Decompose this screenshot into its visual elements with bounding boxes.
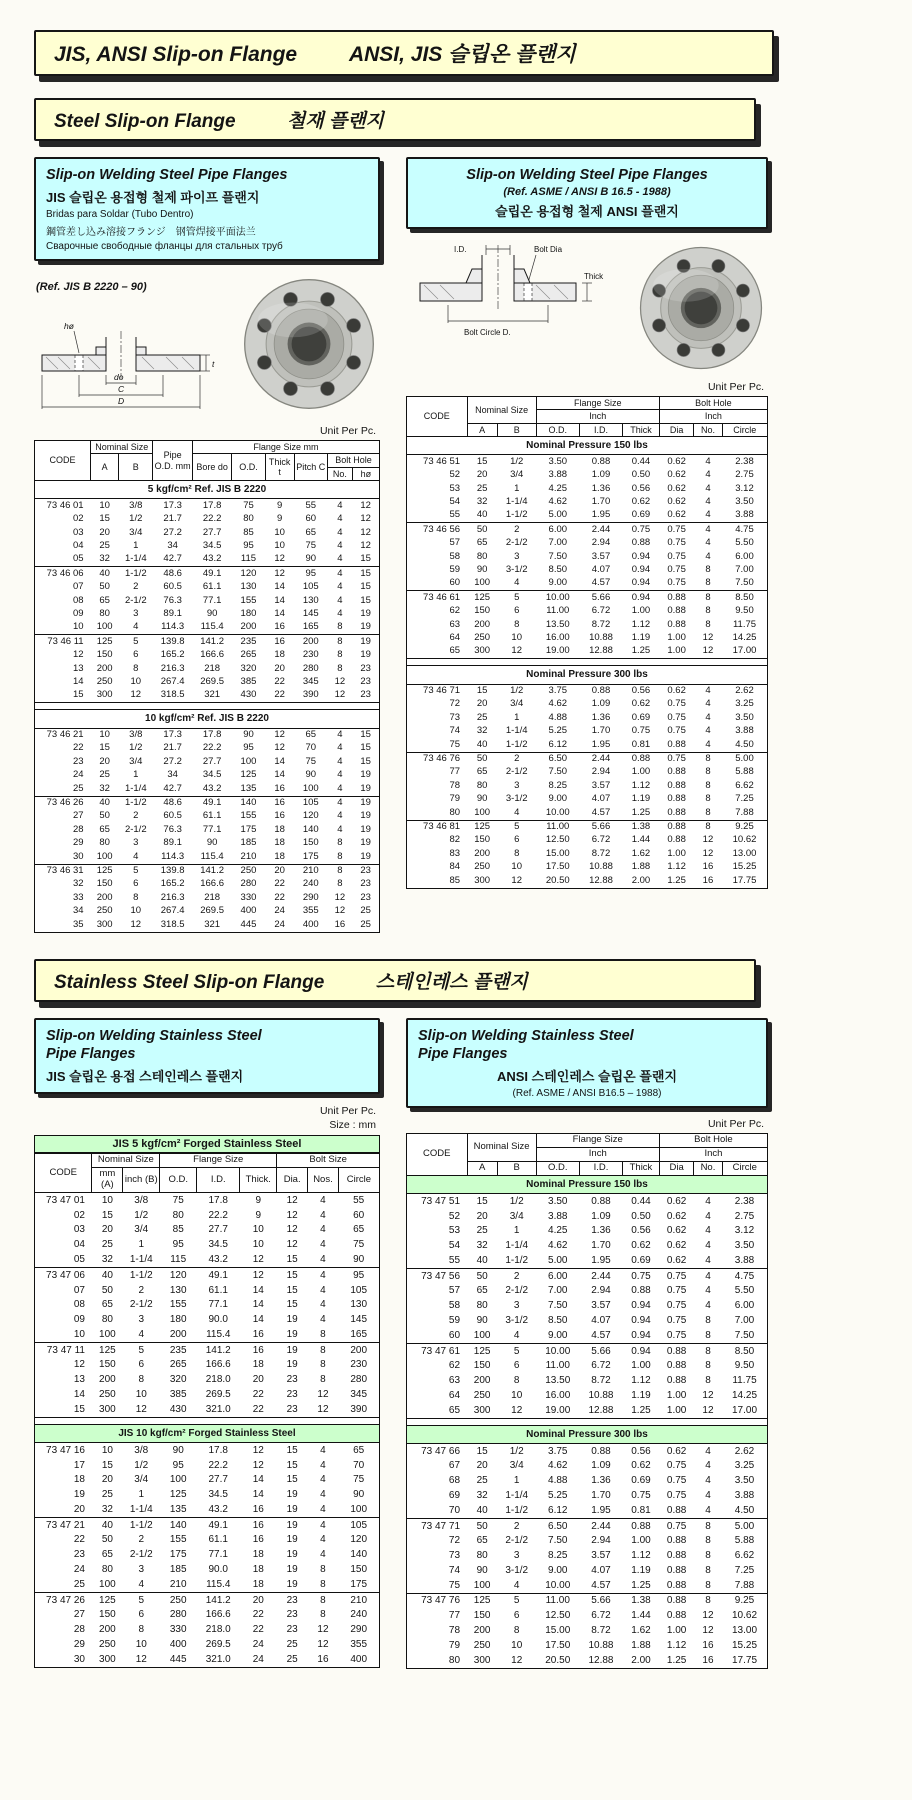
col-header-inch: Inch bbox=[536, 410, 659, 423]
unit-per-pc-label: Unit Per Pc. bbox=[319, 1104, 376, 1117]
col-header-ho: hø bbox=[352, 467, 379, 480]
col-header-code: CODE bbox=[407, 1133, 468, 1175]
col-header-thick: Thick bbox=[623, 1161, 660, 1175]
table-row: 78 200 8 15.00 8.72 1.62 1.00 12 13.00 bbox=[448, 1625, 758, 1636]
col-header-od: O.D. bbox=[536, 1161, 579, 1175]
table-header bbox=[35, 1154, 380, 1193]
table-row: 55 40 1-1/2 5.00 1.95 0.69 0.62 4 3.88 bbox=[449, 509, 754, 521]
table-row: 05 32 1-1/4 115 43.2 12 15 4 90 bbox=[73, 1254, 365, 1265]
table-row: 52 20 3/4 3.88 1.09 0.50 0.62 4 2.75 bbox=[448, 1210, 755, 1222]
infobox-title-line2: Pipe Flanges bbox=[46, 1045, 136, 1062]
table-row: 80 100 4 10.00 4.57 1.25 0.88 8 7.88 bbox=[449, 806, 754, 818]
table-row: 08 65 2-1/2 155 77.1 14 15 4 130 bbox=[73, 1299, 368, 1311]
col-header-bolt-size: Bolt Size bbox=[277, 1154, 380, 1168]
infobox-korean: JIS 슬립온 용접형 철제 파이프 플랜지 bbox=[46, 190, 260, 206]
table-row: 03 20 3/4 27.2 27.7 85 10 65 4 12 bbox=[73, 526, 371, 538]
col-header-no: No. bbox=[694, 423, 722, 436]
table-row: 69 32 1-1/4 5.25 1.70 0.75 0.75 4 3.88 bbox=[448, 1489, 755, 1501]
table-row: 73 47 21 40 1-1/2 140 49.1 16 19 4 105 bbox=[35, 1517, 380, 1532]
table-row: 73 46 56 50 2 6.00 2.44 0.75 0.75 4 4.75 bbox=[407, 523, 768, 537]
stainless-ansi-table bbox=[406, 1133, 768, 1669]
table-row: 73 46 81 125 5 11.00 5.66 1.38 0.88 8 9.25 bbox=[407, 820, 768, 834]
table-row: 63 200 8 13.50 8.72 1.12 0.88 8 11.75 bbox=[449, 618, 757, 630]
main-title-banner bbox=[34, 30, 774, 76]
steel-ansi-table bbox=[406, 396, 768, 889]
svg-text:C: C bbox=[118, 384, 125, 395]
infobox-title-line1: Slip-on Welding Stainless Steel bbox=[418, 1027, 634, 1044]
section-title-row: JIS 10 kgf/cm² Forged Stainless Steel bbox=[35, 1424, 380, 1442]
col-header-b: B bbox=[119, 454, 153, 481]
table-row: 34 250 10 267.4 269.5 400 24 355 12 25 bbox=[73, 905, 371, 917]
table-row: 70 40 1-1/2 6.12 1.95 0.81 0.88 4 4.50 bbox=[448, 1504, 755, 1516]
table-row: 73 47 71 50 2 6.50 2.44 0.88 0.75 8 5.00 bbox=[407, 1518, 768, 1533]
table-row: 12 150 6 165.2 166.6 265 18 230 8 19 bbox=[73, 649, 371, 661]
section-title-row: Nominal Pressure 300 lbs bbox=[407, 666, 768, 684]
table-row: 84 250 10 17.50 10.88 1.88 1.12 16 15.25 bbox=[449, 861, 757, 873]
col-header-bolt-hole: Bolt Hole bbox=[659, 397, 767, 410]
table-row: 80 300 12 20.50 12.88 2.00 1.25 16 17.75 bbox=[448, 1654, 758, 1666]
table-row: 25 100 4 210 115.4 18 19 8 175 bbox=[73, 1578, 368, 1590]
col-header-bolt-hole: Bolt Hole bbox=[659, 1133, 767, 1147]
steel-banner-kr: 철재 플랜지 bbox=[286, 111, 384, 132]
col-header-inch: Inch bbox=[659, 410, 767, 423]
table-row: 29 250 10 400 269.5 24 25 12 355 bbox=[73, 1638, 368, 1650]
table-header bbox=[407, 1133, 768, 1175]
col-header-id: I.D. bbox=[579, 423, 622, 436]
col-header-nominal-size: Nominal Size bbox=[92, 1154, 160, 1168]
stainless-banner-en: Stainless Steel Slip-on Flange bbox=[54, 971, 325, 993]
stainless-jis-column bbox=[34, 1018, 380, 1669]
table-row: 54 32 1-1/4 4.62 1.70 0.62 0.62 4 3.50 bbox=[449, 495, 754, 507]
stainless-ansi-infobox bbox=[406, 1018, 768, 1108]
col-header-id: I.D. bbox=[197, 1168, 240, 1193]
infobox-title: Slip-on Welding Steel Pipe Flanges bbox=[46, 167, 288, 183]
col-header-code: CODE bbox=[407, 397, 468, 437]
table-row: 73 47 66 15 1/2 3.75 0.88 0.56 0.62 4 2.62 bbox=[407, 1443, 768, 1458]
section-title-band: JIS 5 kgf/cm² Forged Stainless Steel bbox=[34, 1135, 380, 1153]
steel-section-banner bbox=[34, 98, 756, 141]
table-row: 73 46 01 10 3/8 17.3 17.8 75 9 55 4 12 bbox=[35, 499, 380, 513]
table-row: 08 65 2-1/2 76.3 77.1 155 14 130 4 15 bbox=[73, 594, 371, 606]
col-header-inch: Inch bbox=[659, 1147, 767, 1161]
col-header-inch-b: inch (B) bbox=[123, 1168, 160, 1193]
infobox-title: Slip-on Welding Steel Pipe Flanges bbox=[466, 167, 708, 183]
table-row: 23 65 2-1/2 175 77.1 18 19 4 140 bbox=[73, 1549, 368, 1561]
table-row: 73 46 11 125 5 139.8 141.2 235 16 200 8 19 bbox=[35, 635, 380, 649]
col-header-flange-size: Flange Size mm bbox=[192, 441, 379, 454]
table-row: 59 90 3-1/2 8.50 4.07 0.94 0.75 8 7.00 bbox=[449, 563, 754, 575]
table-row: 72 20 3/4 4.62 1.09 0.62 0.75 4 3.25 bbox=[449, 698, 754, 710]
col-header-dia: Dia bbox=[659, 1161, 694, 1175]
table-row: 74 90 3-1/2 9.00 4.07 1.19 0.88 8 7.25 bbox=[448, 1564, 755, 1576]
table-row: 14 250 10 267.4 269.5 385 22 345 12 23 bbox=[73, 676, 371, 688]
table-row: 13 200 8 320 218.0 20 23 8 280 bbox=[73, 1374, 368, 1386]
section-title-row: Nominal Pressure 300 lbs bbox=[407, 1425, 768, 1443]
section-title-row: 5 kgf/cm² Ref. JIS B 2220 bbox=[35, 481, 380, 499]
table-row: 27 150 6 280 166.6 22 23 8 240 bbox=[73, 1609, 368, 1621]
table-body bbox=[35, 481, 380, 933]
steel-ansi-column bbox=[406, 157, 768, 933]
table-row: 02 15 1/2 80 22.2 9 12 4 60 bbox=[73, 1209, 365, 1221]
table-row: 07 50 2 130 61.1 14 15 4 105 bbox=[73, 1284, 368, 1296]
table-row: 25 32 1-1/4 42.7 43.2 135 16 100 4 19 bbox=[73, 782, 371, 794]
table-row: 17 15 1/2 95 22.2 12 15 4 70 bbox=[73, 1459, 365, 1471]
table-header bbox=[35, 441, 380, 481]
table-row: 67 20 3/4 4.62 1.09 0.62 0.75 4 3.25 bbox=[448, 1460, 755, 1472]
svg-text:D: D bbox=[118, 396, 125, 407]
col-header-bore: Bore do bbox=[192, 454, 231, 481]
table-row: 02 15 1/2 21.7 22.2 80 9 60 4 12 bbox=[73, 513, 371, 525]
stainless-jis-infobox bbox=[34, 1018, 380, 1094]
table-row: 73 47 06 40 1-1/2 120 49.1 12 15 4 95 bbox=[35, 1267, 380, 1282]
table-row: 85 300 12 20.50 12.88 2.00 1.25 16 17.75 bbox=[449, 874, 757, 886]
table-row: 65 300 12 19.00 12.88 1.25 1.00 12 17.00 bbox=[449, 645, 757, 657]
steel-jis-column bbox=[34, 157, 380, 933]
steel-columns bbox=[34, 157, 814, 933]
table-row: 73 46 61 125 5 10.00 5.66 0.94 0.88 8 8.50 bbox=[407, 591, 768, 605]
infobox-title-line1: Slip-on Welding Stainless Steel bbox=[46, 1027, 262, 1044]
col-header-no: No. bbox=[694, 1161, 722, 1175]
table-row: 13 200 8 216.3 218 320 20 280 8 23 bbox=[73, 662, 371, 674]
table-row: 72 65 2-1/2 7.50 2.94 1.00 0.88 8 5.88 bbox=[448, 1535, 755, 1547]
svg-text:Thick: Thick bbox=[584, 272, 604, 282]
col-header-pipe-od: Pipe O.D. mm bbox=[153, 441, 192, 481]
main-title-kr: ANSI, JIS 슬립온 플랜지 bbox=[348, 43, 576, 66]
col-header-bolt-hole: Bolt Hole bbox=[327, 454, 379, 467]
jis-ref-label: (Ref. JIS B 2220 – 90) bbox=[36, 281, 147, 294]
steel-jis-table bbox=[34, 440, 380, 933]
table-row: 79 90 3-1/2 9.00 4.07 1.19 0.88 8 7.25 bbox=[449, 793, 754, 805]
table-row: 53 25 1 4.25 1.36 0.56 0.62 4 3.12 bbox=[449, 482, 754, 494]
table-row: 73 47 16 10 3/8 90 17.8 12 15 4 65 bbox=[35, 1442, 380, 1457]
col-header-nominal-size: Nominal Size bbox=[467, 397, 536, 424]
unit-per-pc-label: Unit Per Pc. bbox=[707, 1117, 764, 1130]
col-header-flange-size: Flange Size bbox=[160, 1154, 277, 1168]
size-mm-label: Size : mm bbox=[329, 1119, 376, 1132]
table-row: 63 200 8 13.50 8.72 1.12 0.88 8 11.75 bbox=[448, 1375, 757, 1387]
table-row: 73 47 76 125 5 11.00 5.66 1.38 0.88 8 9.25 bbox=[407, 1593, 768, 1608]
table-row: 73 47 11 125 5 235 141.2 16 19 8 200 bbox=[35, 1342, 380, 1357]
table-row: 62 150 6 11.00 6.72 1.00 0.88 8 9.50 bbox=[449, 605, 754, 617]
col-header-code: CODE bbox=[35, 1154, 92, 1193]
table-body bbox=[407, 437, 768, 889]
table-row: 24 80 3 185 90.0 18 19 8 150 bbox=[73, 1564, 368, 1576]
ansi-flange-section-drawing bbox=[406, 239, 611, 351]
table-row: 35 300 12 318.5 321 445 24 400 16 25 bbox=[73, 918, 371, 930]
table-row: 73 46 26 40 1-1/2 48.6 49.1 140 16 105 4 19 bbox=[35, 796, 380, 810]
table-row: 68 25 1 4.88 1.36 0.69 0.75 4 3.50 bbox=[448, 1475, 755, 1487]
svg-text:Bolt Dia: Bolt Dia bbox=[534, 245, 563, 255]
col-header-dia: Dia bbox=[659, 423, 694, 436]
table-row: 53 25 1 4.25 1.36 0.56 0.62 4 3.12 bbox=[448, 1225, 755, 1237]
table-row: 10 100 4 200 115.4 16 19 8 165 bbox=[73, 1328, 368, 1340]
table-row: 58 80 3 7.50 3.57 0.94 0.75 4 6.00 bbox=[448, 1300, 755, 1312]
ansi-flange-photo bbox=[638, 245, 764, 371]
spacer-row bbox=[35, 1417, 380, 1424]
infobox-korean: ANSI 스테인레스 슬립온 플랜지 bbox=[496, 1068, 678, 1084]
stainless-banner-kr: 스테인레스 플랜지 bbox=[375, 971, 528, 993]
table-row: 73 47 61 125 5 10.00 5.66 0.94 0.88 8 8.50 bbox=[407, 1343, 768, 1358]
table-row: 62 150 6 11.00 6.72 1.00 0.88 8 9.50 bbox=[448, 1360, 755, 1372]
col-header-thick: Thick t bbox=[265, 454, 294, 481]
table-row: 07 50 2 60.5 61.1 130 14 105 4 15 bbox=[73, 581, 371, 593]
jis-flange-section-drawing bbox=[34, 319, 224, 423]
table-row: 64 250 10 16.00 10.88 1.19 1.00 12 14.25 bbox=[449, 632, 757, 644]
table-row: 54 32 1-1/4 4.62 1.70 0.62 0.62 4 3.50 bbox=[448, 1240, 755, 1252]
steel-banner-en: Steel Slip-on Flange bbox=[54, 111, 236, 132]
svg-text:Bolt Circle D.: Bolt Circle D. bbox=[464, 328, 511, 338]
steel-ansi-visual bbox=[406, 239, 768, 379]
table-row: 15 300 12 430 321.0 22 23 12 390 bbox=[73, 1403, 368, 1415]
col-header-flange-size: Flange Size bbox=[536, 397, 659, 410]
table-row: 59 90 3-1/2 8.50 4.07 0.94 0.75 8 7.00 bbox=[448, 1314, 755, 1326]
infobox-ref: (Ref. ASME / ANSI B 16.5 - 1988) bbox=[503, 186, 671, 199]
col-header-thick: Thick bbox=[623, 423, 660, 436]
table-row: 09 80 3 89.1 90 180 14 145 4 19 bbox=[73, 607, 371, 619]
table-row: 23 20 3/4 27.2 27.7 100 14 75 4 15 bbox=[73, 755, 371, 767]
table-row: 73 46 76 50 2 6.50 2.44 0.88 0.75 8 5.00 bbox=[407, 752, 768, 766]
table-row: 65 300 12 19.00 12.88 1.25 1.00 12 17.00 bbox=[448, 1404, 758, 1416]
col-header-flange-size: Flange Size bbox=[536, 1133, 659, 1147]
table-row: 75 40 1-1/2 6.12 1.95 0.81 0.88 4 4.50 bbox=[449, 738, 754, 750]
table-row: 05 32 1-1/4 42.7 43.2 115 12 90 4 15 bbox=[73, 553, 371, 565]
table-body bbox=[407, 1175, 768, 1668]
col-header-mm-a: mm (A) bbox=[92, 1168, 123, 1193]
infobox-russian: Сварочные свободные фланцы для стальных труб bbox=[46, 241, 283, 253]
table-row: 32 150 6 165.2 166.6 280 22 240 8 23 bbox=[73, 878, 371, 890]
table-row: 28 200 8 330 218.0 22 23 12 290 bbox=[73, 1624, 368, 1636]
table-row: 57 65 2-1/2 7.00 2.94 0.88 0.75 4 5.50 bbox=[448, 1285, 755, 1297]
col-header-code: CODE bbox=[35, 441, 91, 481]
table-body bbox=[35, 1193, 380, 1668]
steel-jis-infobox bbox=[34, 157, 380, 261]
steel-jis-visual bbox=[34, 271, 380, 423]
stainless-columns bbox=[34, 1018, 814, 1669]
col-header-dia: Dia. bbox=[277, 1168, 308, 1193]
table-row: 52 20 3/4 3.88 1.09 0.50 0.62 4 2.75 bbox=[449, 469, 754, 481]
table-row: 30 100 4 114.3 115.4 210 18 175 8 19 bbox=[73, 850, 371, 862]
svg-text:t: t bbox=[212, 359, 215, 370]
spacer-row bbox=[407, 1418, 768, 1425]
section-title-row: Nominal Pressure 150 lbs bbox=[407, 1175, 768, 1193]
table-row: 73 46 21 10 3/8 17.3 17.8 90 12 65 4 15 bbox=[35, 728, 380, 742]
table-row: 64 250 10 16.00 10.88 1.19 1.00 12 14.25 bbox=[448, 1389, 758, 1401]
stainless-section-banner bbox=[34, 959, 756, 1002]
stainless-jis-table bbox=[34, 1153, 380, 1667]
unit-per-pc-label: Unit Per Pc. bbox=[319, 425, 376, 438]
table-row: 73 80 3 8.25 3.57 1.12 0.88 8 6.62 bbox=[448, 1550, 755, 1562]
col-header-circle: Circle bbox=[722, 1161, 767, 1175]
unit-note bbox=[34, 1104, 376, 1132]
table-row: 28 65 2-1/2 76.3 77.1 175 18 140 4 19 bbox=[73, 823, 371, 835]
table-row: 22 15 1/2 21.7 22.2 95 12 70 4 15 bbox=[73, 742, 371, 754]
table-row: 04 25 1 34 34.5 95 10 75 4 12 bbox=[73, 539, 371, 551]
table-row: 12 150 6 265 166.6 18 19 8 230 bbox=[73, 1359, 368, 1371]
svg-text:hø: hø bbox=[64, 321, 74, 332]
col-header-id: I.D. bbox=[579, 1161, 622, 1175]
infobox-korean: JIS 슬립온 용접 스테인레스 플랜지 bbox=[46, 1068, 244, 1084]
table-row: 60 100 4 9.00 4.57 0.94 0.75 8 7.50 bbox=[448, 1329, 755, 1341]
col-header-od: O.D. bbox=[232, 454, 265, 481]
table-header bbox=[407, 397, 768, 437]
col-header-nominal-size: Nominal Size bbox=[91, 441, 153, 454]
section-title-row: 10 kgf/cm² Ref. JIS B 2220 bbox=[35, 710, 380, 728]
table-row: 74 32 1-1/4 5.25 1.70 0.75 0.75 4 3.88 bbox=[449, 725, 754, 737]
col-header-a: A bbox=[467, 423, 497, 436]
table-row: 55 40 1-1/2 5.00 1.95 0.69 0.62 4 3.88 bbox=[448, 1254, 755, 1266]
table-row: 14 250 10 385 269.5 22 23 12 345 bbox=[73, 1389, 368, 1401]
table-row: 83 200 8 15.00 8.72 1.62 1.00 12 13.00 bbox=[449, 847, 757, 859]
stainless-ansi-column bbox=[406, 1018, 768, 1669]
table-row: 78 80 3 8.25 3.57 1.12 0.88 8 6.62 bbox=[449, 779, 754, 791]
table-row: 73 47 51 15 1/2 3.50 0.88 0.44 0.62 4 2.38 bbox=[407, 1193, 768, 1208]
table-row: 73 46 06 40 1-1/2 48.6 49.1 120 12 95 4 15 bbox=[35, 567, 380, 581]
col-header-nominal-size: Nominal Size bbox=[467, 1133, 536, 1161]
table-row: 73 46 71 15 1/2 3.75 0.88 0.56 0.62 4 2.62 bbox=[407, 684, 768, 698]
col-header-circle: Circle bbox=[338, 1168, 379, 1193]
table-row: 73 47 56 50 2 6.00 2.44 0.75 0.75 4 4.75 bbox=[407, 1268, 768, 1283]
col-header-a: A bbox=[91, 454, 119, 481]
svg-text:do: do bbox=[114, 372, 124, 383]
unit-per-pc-label: Unit Per Pc. bbox=[707, 381, 764, 394]
steel-flange-photo bbox=[242, 277, 376, 411]
table-row: 09 80 3 180 90.0 14 19 4 145 bbox=[73, 1314, 368, 1326]
col-header-nos: Nos. bbox=[308, 1168, 339, 1193]
table-row: 73 47 01 10 3/8 75 17.8 9 12 4 55 bbox=[35, 1193, 380, 1208]
table-row: 77 150 6 12.50 6.72 1.44 0.88 12 10.62 bbox=[448, 1610, 758, 1622]
table-row: 79 250 10 17.50 10.88 1.88 1.12 16 15.25 bbox=[448, 1639, 758, 1651]
steel-ansi-infobox bbox=[406, 157, 768, 229]
table-row: 82 150 6 12.50 6.72 1.44 0.88 12 10.62 bbox=[449, 834, 757, 846]
col-header-od: O.D. bbox=[160, 1168, 197, 1193]
table-row: 73 46 31 125 5 139.8 141.2 250 20 210 8 23 bbox=[35, 864, 380, 878]
table-row: 75 100 4 10.00 4.57 1.25 0.88 8 7.88 bbox=[448, 1579, 755, 1591]
table-row: 18 20 3/4 100 27.7 14 15 4 75 bbox=[73, 1474, 365, 1486]
col-header-no: No. bbox=[327, 467, 352, 480]
main-title-en: JIS, ANSI Slip-on Flange bbox=[54, 43, 298, 66]
col-header-thick: Thick. bbox=[240, 1168, 277, 1193]
spacer-row bbox=[35, 703, 380, 710]
table-row: 73 47 26 125 5 250 141.2 20 23 8 210 bbox=[35, 1592, 380, 1607]
infobox-spanish: Bridas para Soldar (Tubo Dentro) bbox=[46, 209, 194, 221]
infobox-title-line2: Pipe Flanges bbox=[418, 1045, 508, 1062]
table-row: 29 80 3 89.1 90 185 18 150 8 19 bbox=[73, 837, 371, 849]
table-row: 24 25 1 34 34.5 125 14 90 4 19 bbox=[73, 769, 371, 781]
svg-text:I.D.: I.D. bbox=[454, 245, 467, 255]
table-row: 57 65 2-1/2 7.00 2.94 0.88 0.75 4 5.50 bbox=[449, 537, 754, 549]
table-row: 15 300 12 318.5 321 430 22 390 12 23 bbox=[73, 689, 371, 701]
table-row: 73 25 1 4.88 1.36 0.69 0.75 4 3.50 bbox=[449, 711, 754, 723]
col-header-b: B bbox=[497, 423, 536, 436]
col-header-a: A bbox=[467, 1161, 497, 1175]
infobox-ref: (Ref. ASME / ANSI B16.5 – 1988) bbox=[512, 1087, 662, 1099]
table-row: 27 50 2 60.5 61.1 155 16 120 4 19 bbox=[73, 810, 371, 822]
table-row: 73 46 51 15 1/2 3.50 0.88 0.44 0.62 4 2.38 bbox=[407, 455, 768, 469]
infobox-cjk: 鋼管差し込み溶接フランジ 钢管焊接平面法兰 bbox=[46, 227, 256, 239]
infobox-korean: 슬립온 용접형 철제 ANSI 플랜지 bbox=[495, 204, 679, 220]
table-row: 10 100 4 114.3 115.4 200 16 165 8 19 bbox=[73, 621, 371, 633]
table-row: 60 100 4 9.00 4.57 0.94 0.75 8 7.50 bbox=[449, 577, 754, 589]
table-row: 30 300 12 445 321.0 24 25 16 400 bbox=[73, 1653, 368, 1665]
table-row: 19 25 1 125 34.5 14 19 4 90 bbox=[73, 1489, 365, 1501]
col-header-inch: Inch bbox=[536, 1147, 659, 1161]
table-row: 33 200 8 216.3 218 330 22 290 12 23 bbox=[73, 891, 371, 903]
col-header-b: B bbox=[497, 1161, 536, 1175]
table-row: 20 32 1-1/4 135 43.2 16 19 4 100 bbox=[73, 1503, 368, 1515]
section-title-row: Nominal Pressure 150 lbs bbox=[407, 437, 768, 455]
table-row: 22 50 2 155 61.1 16 19 4 120 bbox=[73, 1534, 368, 1546]
col-header-circle: Circle bbox=[722, 423, 767, 436]
table-row: 77 65 2-1/2 7.50 2.94 1.00 0.88 8 5.88 bbox=[449, 766, 754, 778]
table-row: 03 20 3/4 85 27.7 10 12 4 65 bbox=[73, 1224, 365, 1236]
table-row: 58 80 3 7.50 3.57 0.94 0.75 4 6.00 bbox=[449, 550, 754, 562]
table-row: 04 25 1 95 34.5 10 12 4 75 bbox=[73, 1239, 365, 1251]
col-header-od: O.D. bbox=[536, 423, 579, 436]
spacer-row bbox=[407, 659, 768, 666]
col-header-pitch: Pitch C bbox=[294, 454, 327, 481]
